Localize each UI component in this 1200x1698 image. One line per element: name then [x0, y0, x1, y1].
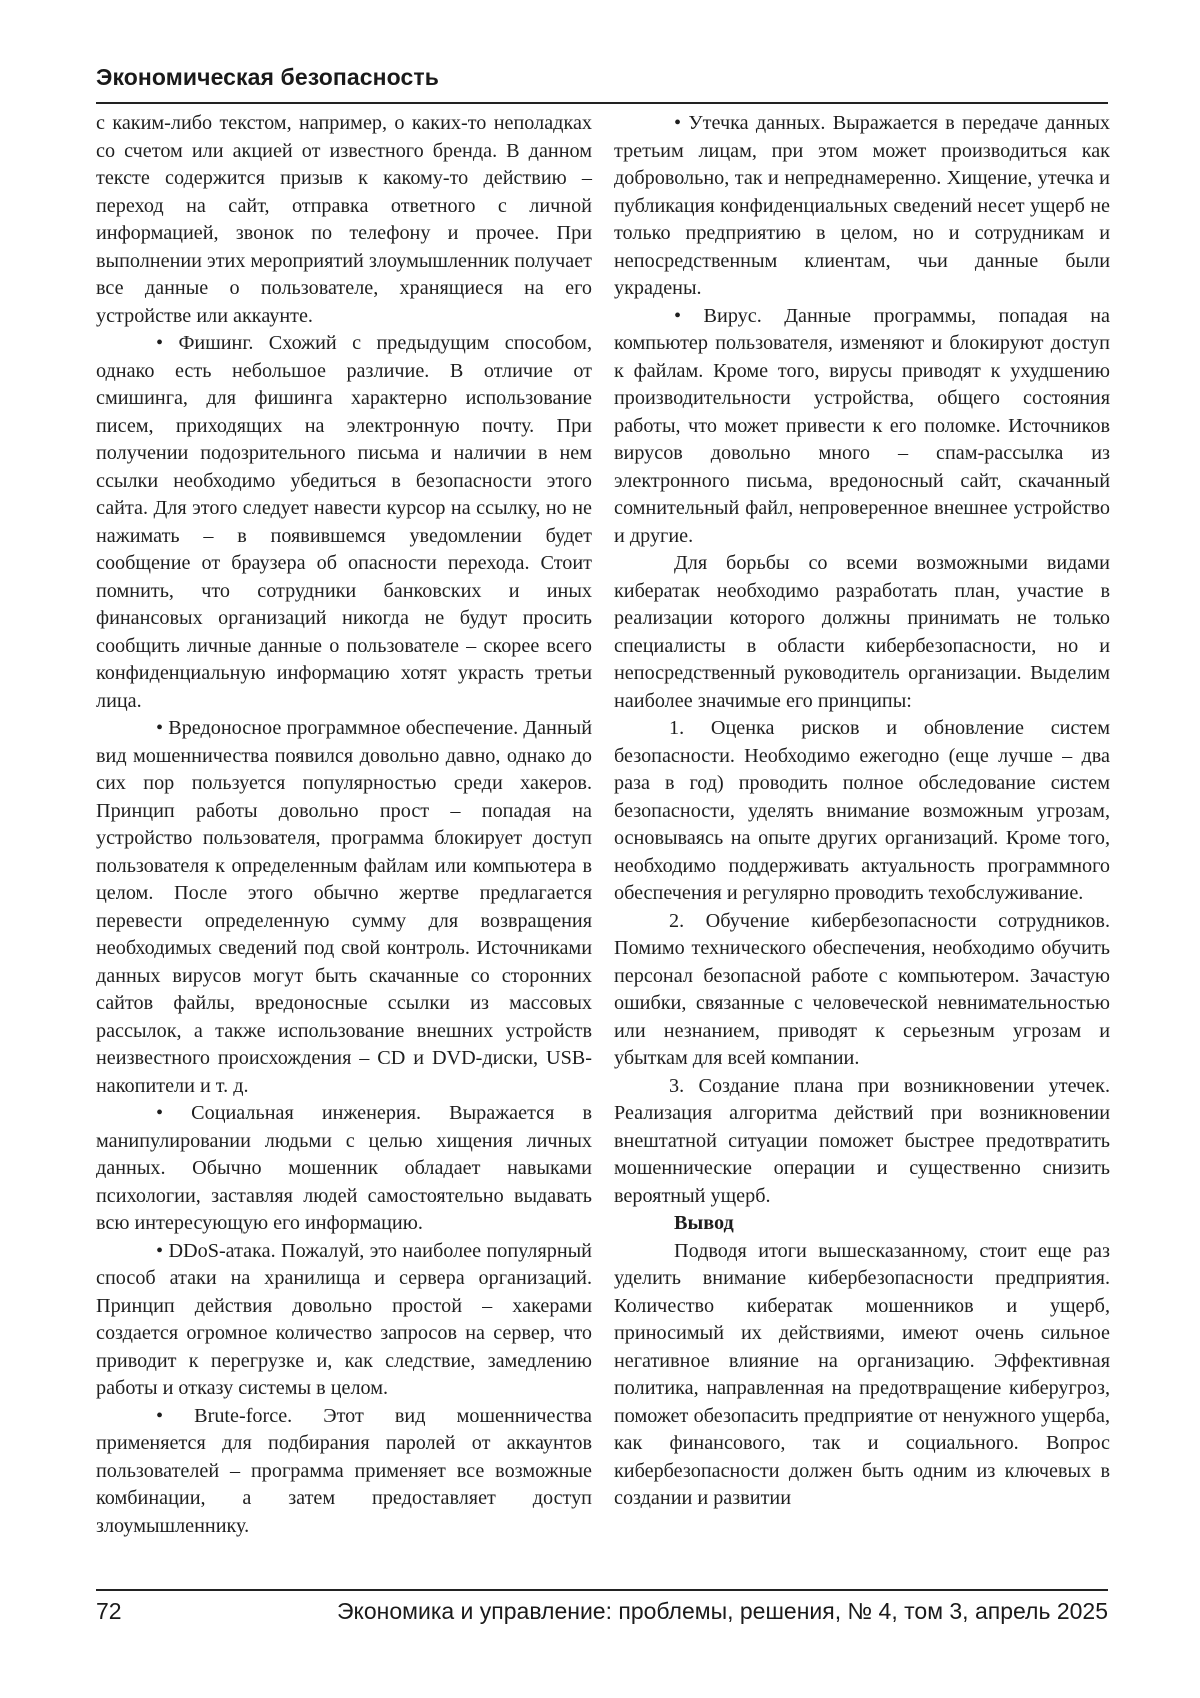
conclusion-heading: Вывод	[674, 1212, 734, 1234]
right-column	[614, 110, 1110, 1513]
paragraph-social-engineering: • Социальная инженерия. Выражается в манипулировании людьми с целью хищения личных данных. Обычно мошенник обладает навыками психологии, заставляя людей самостоятельно выдавать всю интересующую его информацию.	[96, 1102, 592, 1234]
paragraph-data-leak: • Утечка данных. Выражается в передаче данных третьим лицам, при этом может производиться как добровольно, так и непреднамеренно. Хищение, утечка и публикация конфиденциальных сведений несет ущерб не только предприятию в целом, но и сотрудникам и непосредственным клиентам, чьи данные были украдены.	[614, 112, 1110, 299]
paragraph-brute-force: • Brute-force. Этот вид мошенничества применяется для подбирания паролей от аккаунтов пользователей – программа применяет все возможные комбинации, а затем предоставляет доступ злоумышленнику.	[96, 1404, 592, 1537]
list-item-risk-assessment: 1. Оценка рисков и обновление систем безопасности. Необходимо ежегодно (еще лучше – два раза в год) проводить полное обследование систем безопасности, уделять внимание возможным угрозам, основываясь на опыте других организаций. Кроме того, необходимо поддерживать актуальность программного обеспечения и регулярно проводить техобслуживание.	[614, 717, 1110, 904]
paragraph-malware: • Вредоносное программное обеспечение. Данный вид мошенничества появился довольно давно, однако до сих пор пользуется популярностью среди хакеров. Принцип работы довольно прост – попадая на устройство пользователя, программа блокирует доступ пользователя к определенным файлам или компьютера в целом. После этого обычно жертве предлагается перевести определенную сумму для возвращения необходимых сведений под свой контроль. Источниками данных вирусов могут быть скачанные со сторонних сайтов файлы, вредоносные ссылки из массовых рассылок, а также использование внешних устройств неизвестного происхождения – CD и DVD-диски, USB-накопители и т. д.	[96, 717, 592, 1097]
journal-citation: Экономика и управление: проблемы, решения, № 4, том 3, апрель 2025	[337, 1598, 1108, 1624]
page-number: 72	[96, 1598, 122, 1624]
list-item-staff-training: 2. Обучение кибербезопасности сотрудников. Помимо технического обеспечения, необходимо обучить персонал безопасной работе с компьютером. Зачастую ошибки, связанные с человеческой невнимательностью или незнанием, приводят к серьезным угрозам и убыткам для всей компании.	[614, 909, 1110, 1069]
header-rule	[96, 102, 1108, 104]
list-item-leak-plan: 3. Создание плана при возникновении утечек. Реализация алгоритма действий при возникновении внештатной ситуации поможет быстрее предотвратить мошеннические операции и существенно снизить вероятный ущерб.	[614, 1074, 1110, 1207]
left-column	[96, 110, 592, 1540]
paragraph-phishing: • Фишинг. Схожий с предыдущим способом, однако есть небольшое различие. В отличие от смишинга, для фишинга характерно использование писем, приходящих на электронную почту. При получении подозрительного письма и наличии в нем ссылки необходимо убедиться в безопасности этого сайта. Для этого следует навести курсор на ссылку, но не нажимать – в появившемся уведомлении будет сообщение от браузера об опасности перехода. Стоит помнить, что сотрудники банковских и иных финансовых организаций никогда не будут просить сообщить личные данные о пользователе – скорее всего конфиденциальную информацию хотят украсть третьи лица.	[96, 332, 592, 712]
running-head-title: Экономическая безопасность	[96, 64, 439, 90]
paragraph-conclusion: Подводя итоги вышесказанному, стоит еще раз уделить внимание кибербезопасности предприятия. Количество кибератак мошенников и ущерб, приносимый их действиями, имеют очень сильное негативное влияние на организацию. Эффективная политика, направленная на предотвращение киберугроз, поможет обезопасить предприятие от ненужного ущерба, как финансового, так и социального. Вопрос кибербезопасности должен быть одним из ключевых в создании и развитии	[614, 1239, 1110, 1509]
paragraph-virus: • Вирус. Данные программы, попадая на компьютер пользователя, изменяют и блокируют доступ к файлам. Кроме того, вирусы приводят к ухудшению производительности устройства, общего состояния работы, что может привести к его поломке. Источников вирусов довольно много – спам-рассылка из электронного письма, вредоносный сайт, скачанный сомнительный файл, непроверенное внешнее устройство и другие.	[614, 304, 1110, 547]
paragraph-ddos: • DDoS-атака. Пожалуй, это наиболее популярный способ атаки на хранилища и сервера организаций. Принцип действия довольно простой – хакерами создается огромное количество запросов на сервер, что приводит к перегрузке и, как следствие, замедлению работы и отказу системы в целом.	[96, 1239, 592, 1399]
paragraph-plan-intro: Для борьбы со всеми возможными видами кибератак необходимо разработать план, участие в реализации которого должны принимать не только специалисты в области кибербезопасности, но и непосредственный руководитель организации. Выделим наиболее значимые его принципы:	[614, 552, 1110, 712]
footer-rule	[96, 1589, 1108, 1591]
paragraph-smishing-continued: с каким-либо текстом, например, о каких-то неполадках со счетом или акцией от известного бренда. В данном тексте содержится призыв к какому-то действию – переход на сайт, отправка ответного с личной информацией, звонок по телефону и прочее. При выполнении этих мероприятий злоумышленник получает все данные о пользователе, хранящиеся на его устройстве или аккаунте.	[96, 112, 592, 327]
